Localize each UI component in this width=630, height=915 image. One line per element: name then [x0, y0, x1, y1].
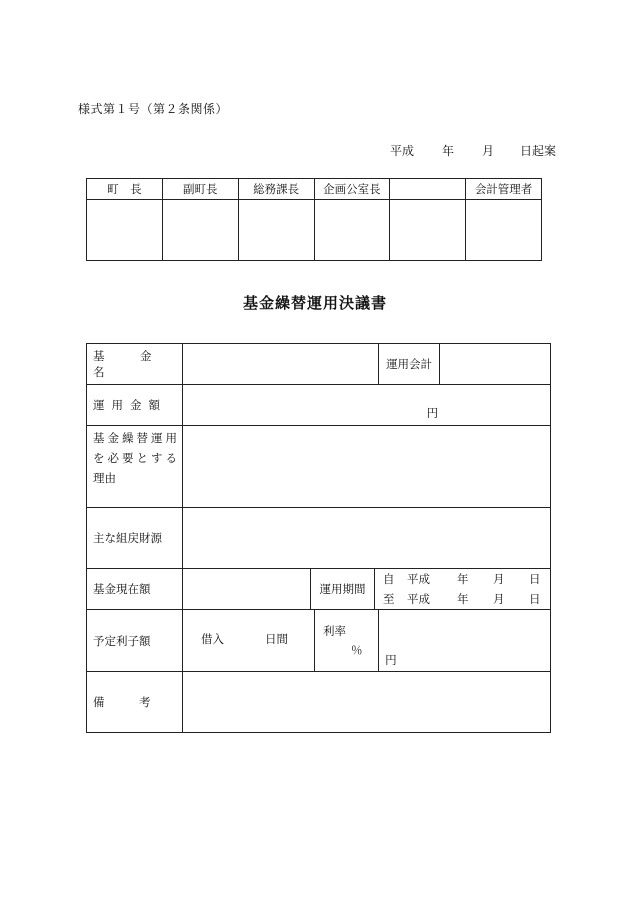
reason-field[interactable] [183, 426, 551, 508]
balance-field[interactable] [183, 569, 311, 610]
rate-field[interactable] [315, 610, 379, 672]
date-day-suffix: 日起案 [519, 144, 556, 158]
approval-header-deputy-mayor: 副町長 [162, 179, 238, 200]
date-year: 年 [441, 144, 454, 158]
source-field[interactable] [183, 508, 551, 569]
period-from: 自 平成 年 月 日 [383, 572, 541, 586]
approval-stamp-planning[interactable] [314, 200, 390, 261]
borrow-label: 借入 [201, 632, 224, 646]
rate-label: 利率 [323, 624, 346, 638]
period-to: 至 平成 年 月 日 [383, 592, 541, 606]
amount-label: 運用金額 [87, 385, 183, 426]
approval-header-blank [390, 179, 466, 200]
account-label: 運用会計 [379, 344, 440, 385]
approval-stamp-blank[interactable] [390, 200, 466, 261]
interest-yen-unit: 円 [385, 653, 397, 667]
balance-label: 基金現在額 [87, 569, 183, 610]
amount-yen-unit: 円 [426, 406, 439, 420]
document-title: 基金繰替運用決議書 [242, 294, 387, 312]
fund-name-field[interactable] [183, 344, 379, 385]
approval-stamp-mayor[interactable] [87, 200, 163, 261]
percent-unit: ％ [351, 643, 363, 657]
period-label: 運用期間 [311, 569, 375, 610]
borrow-days-field[interactable] [183, 610, 315, 672]
account-field[interactable] [440, 344, 551, 385]
reason-label: 基金繰替運用 を必要とする 理由 [87, 426, 183, 508]
form-number: 様式第１号（第２条関係） [78, 102, 229, 116]
approval-header-general-affairs: 総務課長 [238, 179, 314, 200]
interest-label: 予定利子額 [87, 610, 183, 672]
approval-header-accounting: 会計管理者 [466, 179, 542, 200]
approval-header-mayor: 町 長 [87, 179, 163, 200]
date-era: 平成 [389, 144, 414, 158]
resolution-form [86, 343, 551, 733]
date-month: 月 [481, 144, 494, 158]
source-label: 主な組戻財源 [87, 508, 183, 569]
approval-stamp-table [86, 178, 542, 261]
approval-stamp-accounting[interactable] [466, 200, 542, 261]
interest-amount-field[interactable] [379, 610, 551, 672]
fund-name-label: 基 金 名 [87, 344, 183, 385]
period-field[interactable] [375, 569, 551, 610]
approval-stamp-general-affairs[interactable] [238, 200, 314, 261]
approval-stamp-deputy-mayor[interactable] [162, 200, 238, 261]
days-label: 日間 [265, 632, 288, 646]
approval-header-planning: 企画公室長 [314, 179, 390, 200]
draft-date [390, 142, 556, 159]
remarks-field[interactable] [183, 672, 551, 733]
amount-field[interactable] [183, 385, 551, 426]
remarks-label: 備 考 [87, 672, 183, 733]
